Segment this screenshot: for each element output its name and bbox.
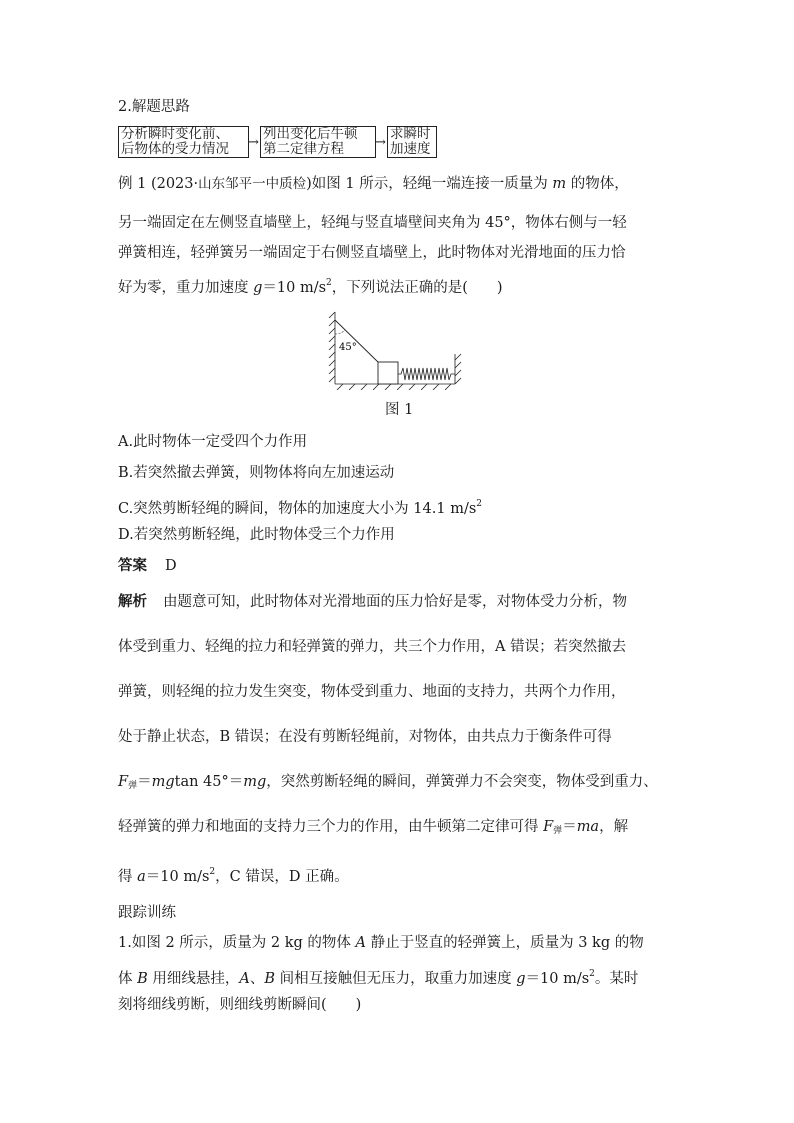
option-a: A.此时物体一定受四个力作用 bbox=[118, 434, 308, 450]
flow-step-2-line1: 列出变化后牛顿 bbox=[263, 126, 358, 142]
example-line-3: 弹簧相连，轻弹簧另一端固定于右侧竖直墙壁上，此时物体对光滑地面的压力恰 bbox=[118, 245, 626, 261]
flow-step-1-line2: 后物体的受力情况 bbox=[121, 141, 229, 157]
figure-1-diagram bbox=[325, 308, 465, 390]
block bbox=[378, 362, 398, 384]
analysis-line-5: $F_弹=mgtan$ 45°＝mg，突然剪断轻绳的瞬间，弹簧弹力不会突变，物体受到重力、 bbox=[118, 774, 658, 791]
flow-step-3 bbox=[387, 126, 437, 158]
spring bbox=[398, 368, 455, 380]
angle-arc bbox=[335, 330, 345, 334]
flow-step-2-line2: 第二定律方程 bbox=[263, 141, 344, 157]
analysis-line-2: 体受到重力、轻绳的拉力和轻弹簧的弹力，共三个力作用，A 错误；若突然撤去 bbox=[118, 639, 627, 655]
practice-line-3: 刻将细线剪断，则细线剪断瞬间( ) bbox=[118, 997, 362, 1013]
practice-line-2: 体 B 用细线悬挂，A、B 间相互接触但无压力，取重力加速度 g＝10 $m/s^2$。某时 bbox=[118, 969, 639, 987]
section-heading: 2.解题思路 bbox=[118, 99, 190, 115]
left-wall bbox=[329, 312, 335, 384]
option-c: C.突然剪断轻绳的瞬间，物体的加速度大小为 14.1 $m/s^2$ bbox=[118, 499, 482, 517]
option-b: B.若突然撤去弹簧，则物体将向左加速运动 bbox=[118, 465, 395, 481]
analysis-line-4: 处于静止状态，B 错误；在没有剪断轻绳前，对物体，由共点力于衡条件可得 bbox=[118, 729, 612, 745]
flow-step-1 bbox=[118, 126, 249, 158]
analysis-line-1: 解析 由题意可知，此时物体对光滑地面的压力恰好是零，对物体受力分析，物 bbox=[118, 593, 627, 610]
example-line-4: 好为零，重力加速度 g＝10 $m/s^2$，下列说法正确的是( ) bbox=[118, 278, 503, 296]
analysis-line-3: 弹簧，则轻绳的拉力发生突变，物体受到重力、地面的支持力，共两个力作用， bbox=[118, 684, 626, 700]
angle-label: 45° bbox=[339, 342, 357, 353]
practice-heading: 跟踪训练 bbox=[118, 905, 176, 921]
example-line-2: 另一端固定在左侧竖直墙壁上，轻绳与竖直墙壁间夹角为 45°，物体右侧与一轻 bbox=[118, 215, 627, 231]
arrow-icon: → bbox=[375, 135, 386, 150]
flow-step-3-line2: 加速度 bbox=[390, 141, 431, 157]
analysis-line-7: 得 a＝10 $m/s^2$，C 错误，D 正确。 bbox=[118, 867, 349, 885]
option-d: D.若突然剪断轻绳，此时物体受三个力作用 bbox=[118, 527, 395, 543]
analysis-line-6: 轻弹簧的弹力和地面的支持力三个力的作用，由牛顿第二定律可得 $F_弹=ma$，解 bbox=[118, 819, 629, 836]
practice-line-1: 1.如图 2 所示，质量为 2 kg 的物体 A 静止于竖直的轻弹簧上，质量为 3 kg 的物 bbox=[118, 935, 644, 951]
flow-step-1-line1: 分析瞬时变化前、 bbox=[121, 126, 229, 142]
arrow-icon: → bbox=[248, 135, 259, 150]
floor bbox=[335, 384, 455, 390]
figure-1-caption: 图 1 bbox=[385, 402, 414, 418]
answer: 答案 D bbox=[118, 557, 177, 574]
flow-step-2 bbox=[260, 126, 376, 158]
example-line-1: 例 1 (2023·山东邹平一中质检)如图 1 所示，轻绳一端连接一质量为 m 的物体， bbox=[118, 176, 629, 192]
right-wall bbox=[455, 354, 461, 384]
flow-step-3-line1: 求瞬时 bbox=[390, 126, 431, 142]
